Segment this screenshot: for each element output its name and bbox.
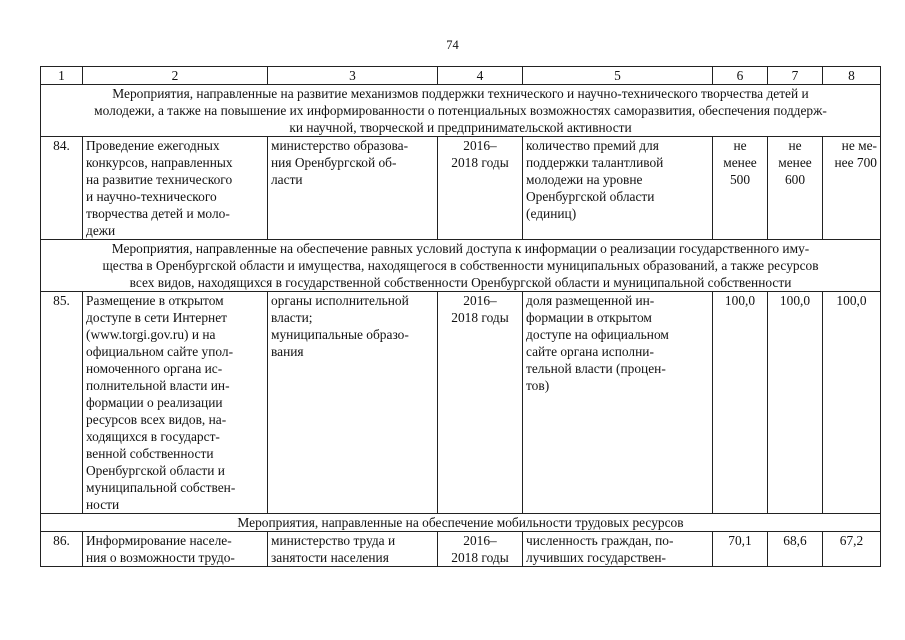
executor: министерство труда и занятости населения <box>268 532 438 567</box>
col-header-1: 1 <box>41 67 83 85</box>
value-2017: не менее 600 <box>768 137 823 240</box>
row-number: 84. <box>41 137 83 240</box>
measure-name: Размещение в открытом доступе в сети Интернет (www.torgi.gov.ru) и на официальном сайте упол- номоченного органа ис- полнительной власти ин- формации о реализации ресурсов всех видов, на- ходящихся в государст- венной собственности Оренбургской области и муниципальной собствен- ности <box>83 292 268 514</box>
col-header-3: 3 <box>268 67 438 85</box>
col-header-5: 5 <box>523 67 713 85</box>
section-title-property-information: Мероприятия, направленные на обеспечение равных условий доступа к информации о реализации государственного иму- щества в Оренбургской области и имущества, находящегося в собственности муниципальных образований, а также ресурсов всех видов, находящихся в государственной собственности Оренбургской области и муниципальной собственности <box>41 240 881 292</box>
col-header-2: 2 <box>83 67 268 85</box>
row-number: 85. <box>41 292 83 514</box>
period: 2016– 2018 годы <box>438 292 523 514</box>
section-title-technical-creativity: Мероприятия, направленные на развитие механизмов поддержки технического и научно-технического творчества детей и молодежи, а также на повышение их информированности о потенциальных возможностях саморазвития, обеспечения поддерж- ки научной, творческой и предпринимательской активности <box>41 85 881 137</box>
indicator: численность граждан, по- лучивших государствен- <box>523 532 713 567</box>
value-2017: 68,6 <box>768 532 823 567</box>
executor: органы исполнительной власти; муниципальные образо- вания <box>268 292 438 514</box>
table-row <box>41 532 881 567</box>
value-2016: 100,0 <box>713 292 768 514</box>
page-number: 74 <box>446 38 459 52</box>
program-table <box>40 66 881 567</box>
period: 2016– 2018 годы <box>438 137 523 240</box>
table-row <box>41 137 881 240</box>
col-header-7: 7 <box>768 67 823 85</box>
section-row <box>41 240 881 292</box>
section-title-labor-mobility: Мероприятия, направленные на обеспечение мобильности трудовых ресурсов <box>41 514 881 532</box>
value-2018: 67,2 <box>823 532 881 567</box>
col-header-8: 8 <box>823 67 881 85</box>
table-row <box>41 292 881 514</box>
section-row <box>41 514 881 532</box>
col-header-6: 6 <box>713 67 768 85</box>
column-numbers-row <box>41 67 881 85</box>
measure-name: Проведение ежегодных конкурсов, направленных на развитие технического и научно-технического творчества детей и моло- дежи <box>83 137 268 240</box>
measure-name: Информирование населе- ния о возможности трудо- <box>83 532 268 567</box>
col-header-4: 4 <box>438 67 523 85</box>
executor: министерство образова- ния Оренбургской об- ласти <box>268 137 438 240</box>
period: 2016– 2018 годы <box>438 532 523 567</box>
section-row <box>41 85 881 137</box>
row-number: 86. <box>41 532 83 567</box>
value-2016: не менее 500 <box>713 137 768 240</box>
value-2018: не ме- нее 700 <box>823 137 881 240</box>
value-2016: 70,1 <box>713 532 768 567</box>
value-2018: 100,0 <box>823 292 881 514</box>
value-2017: 100,0 <box>768 292 823 514</box>
indicator: доля размещенной ин- формации в открытом доступе на официальном сайте органа исполни- тельной власти (процен- тов) <box>523 292 713 514</box>
indicator: количество премий для поддержки талантливой молодежи на уровне Оренбургской области (единиц) <box>523 137 713 240</box>
